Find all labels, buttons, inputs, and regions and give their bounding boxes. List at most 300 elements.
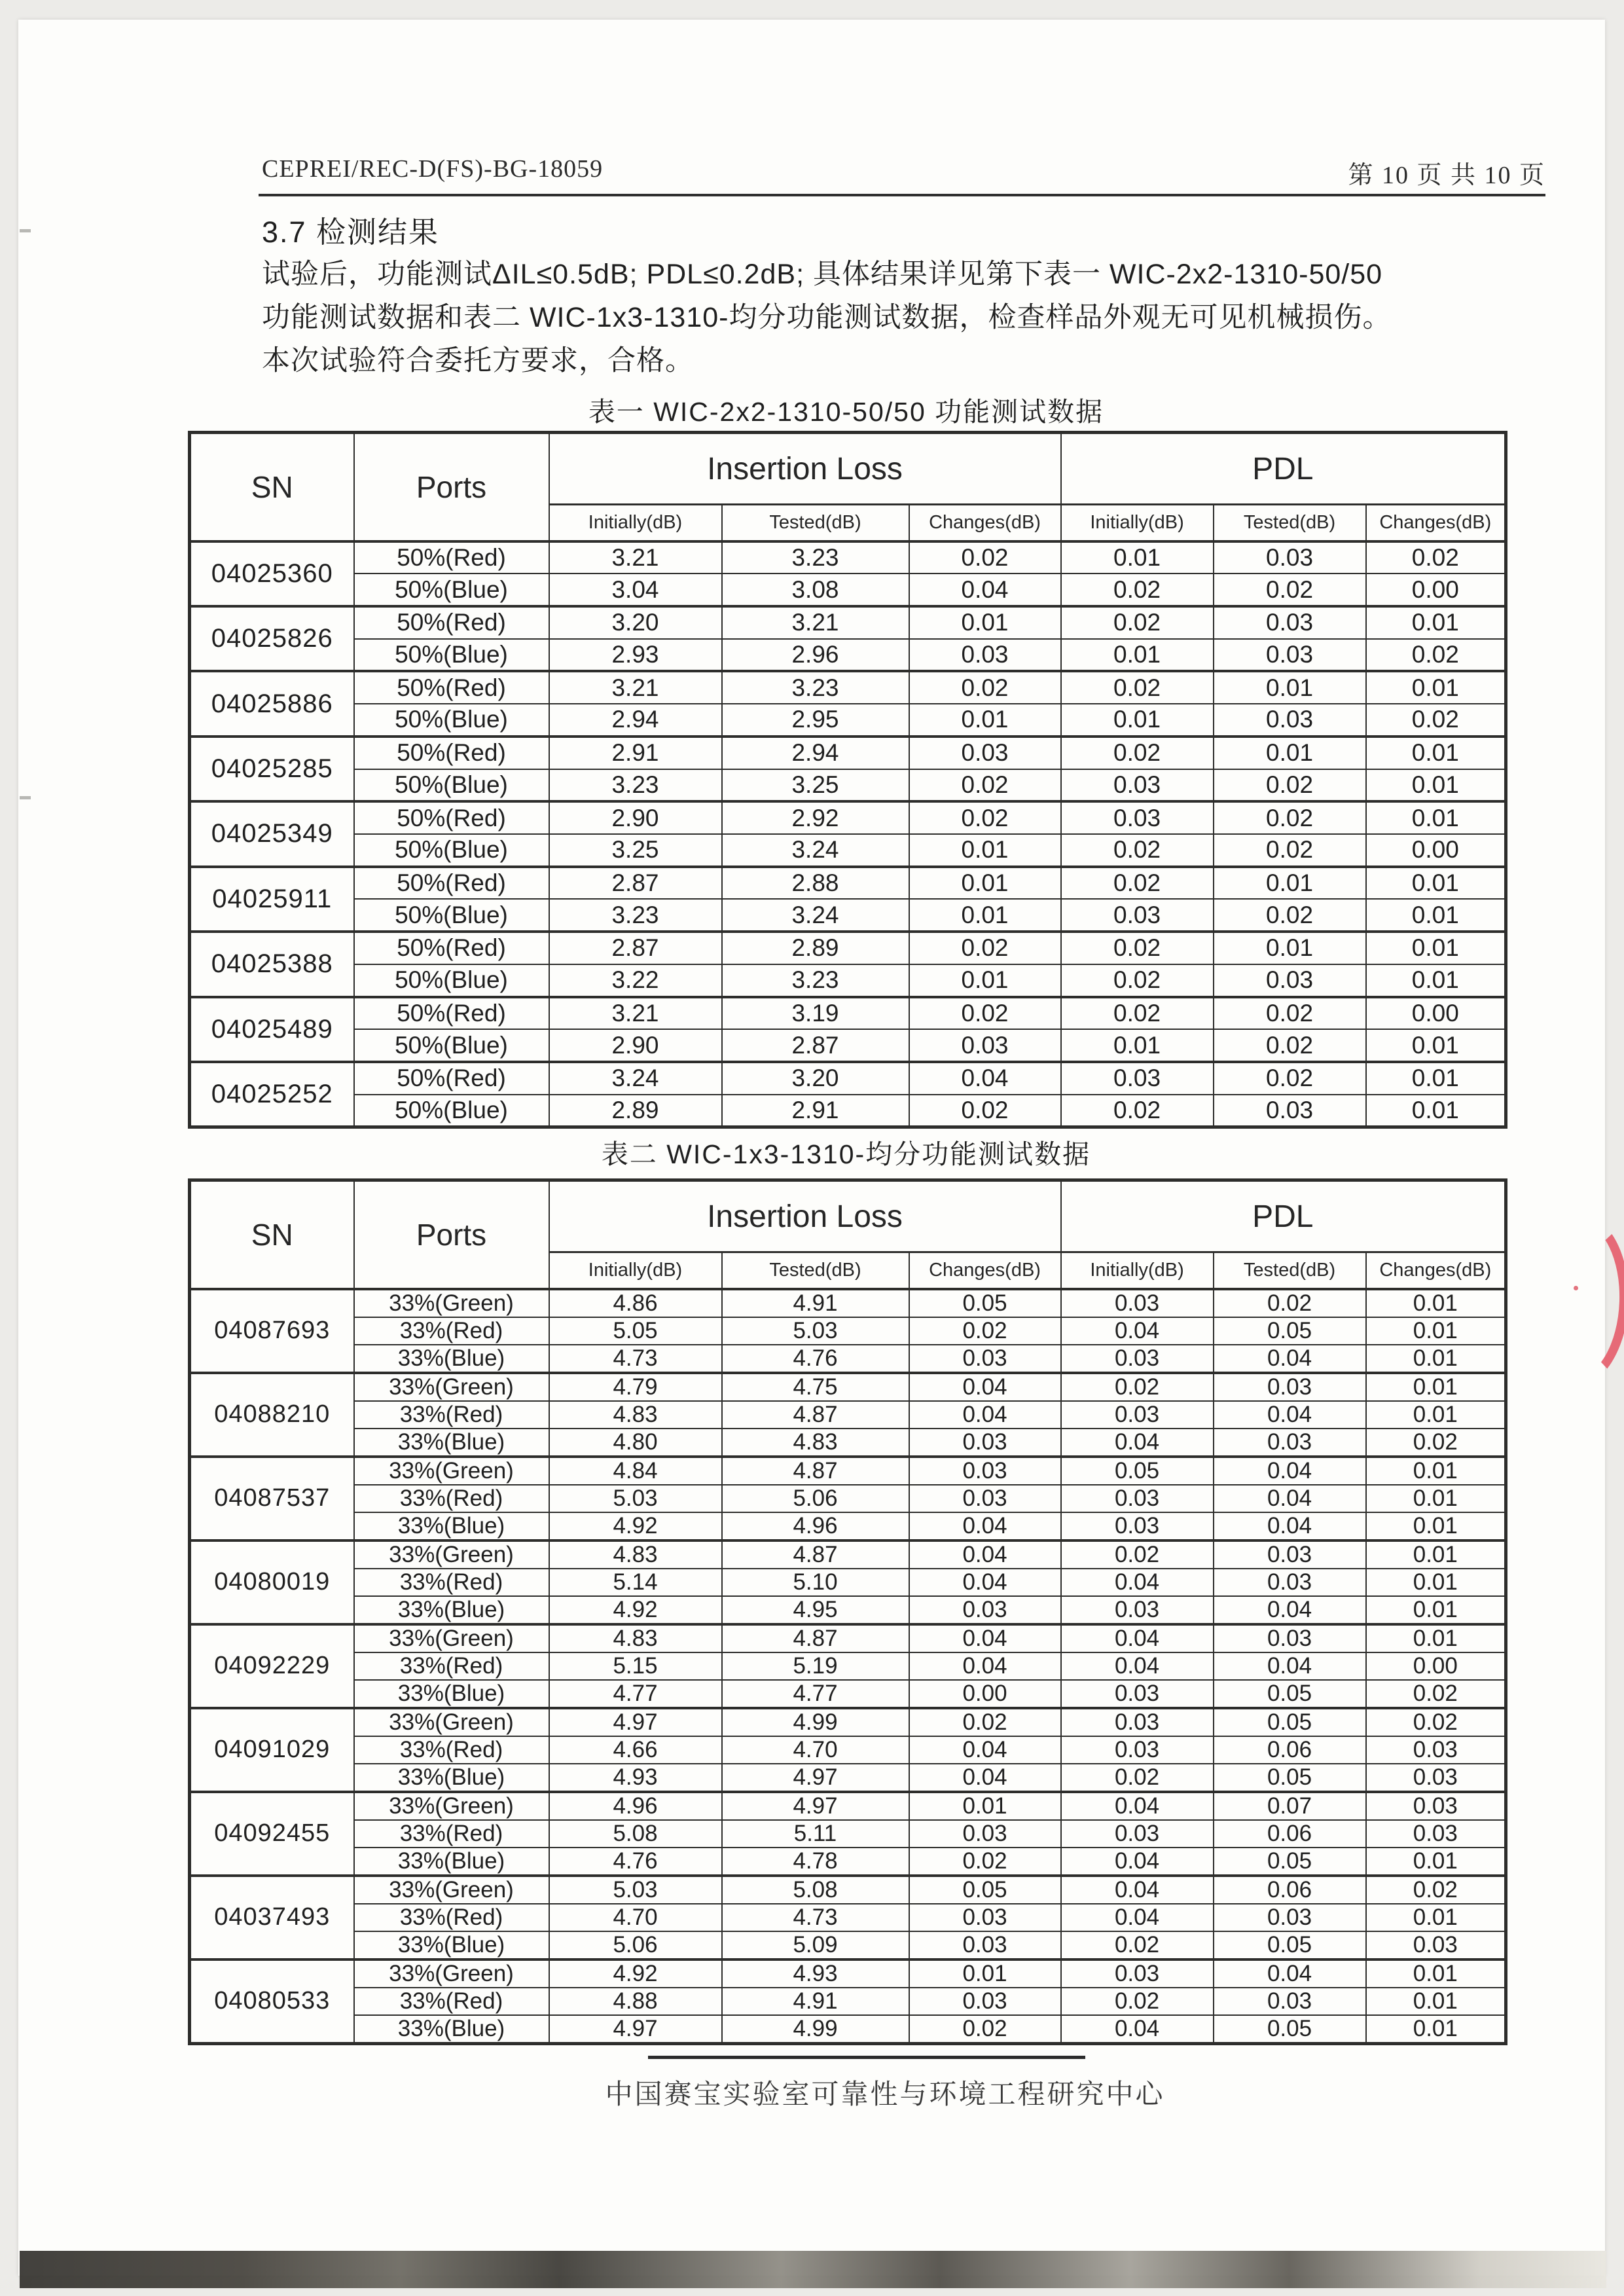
value-cell: 4.97 [549, 1708, 722, 1736]
value-cell: 0.02 [909, 801, 1061, 834]
value-cell: 0.02 [1061, 964, 1214, 997]
test-data-table-1 [188, 431, 1507, 1129]
port-cell: 33%(Red) [354, 1736, 549, 1764]
value-cell: 0.02 [1214, 899, 1366, 932]
table-row [190, 932, 1506, 964]
value-cell: 0.03 [909, 1596, 1061, 1624]
value-cell: 0.03 [1214, 606, 1366, 639]
value-cell: 4.96 [722, 1512, 909, 1540]
value-cell: 4.73 [722, 1904, 909, 1931]
value-cell: 0.04 [1214, 1959, 1366, 1988]
value-cell: 0.01 [909, 1792, 1061, 1820]
value-cell: 0.03 [1366, 1792, 1506, 1820]
value-cell: 3.24 [549, 1062, 722, 1095]
value-cell: 5.19 [722, 1652, 909, 1680]
value-cell: 3.23 [722, 671, 909, 704]
sn-header: SN [190, 1180, 354, 1289]
table-row [190, 1095, 1506, 1127]
value-cell: 0.03 [909, 1988, 1061, 2015]
port-cell: 33%(Green) [354, 1959, 549, 1988]
port-cell: 50%(Red) [354, 801, 549, 834]
table-row [190, 1904, 1506, 1931]
value-cell: 4.97 [722, 1764, 909, 1792]
value-cell: 3.20 [722, 1062, 909, 1095]
value-cell: 0.02 [1061, 1931, 1214, 1959]
table-row [190, 997, 1506, 1030]
value-cell: 4.87 [722, 1457, 909, 1485]
value-cell: 0.00 [909, 1680, 1061, 1708]
table-row [190, 704, 1506, 737]
sn-header: SN [190, 433, 354, 541]
table-row [190, 1624, 1506, 1652]
value-cell: 2.92 [722, 801, 909, 834]
value-cell: 0.03 [1061, 1512, 1214, 1540]
subheader: Changes(dB) [909, 1252, 1061, 1289]
table-row [190, 1373, 1506, 1401]
value-cell: 0.02 [1214, 1062, 1366, 1095]
value-cell: 4.93 [722, 1959, 909, 1988]
value-cell: 0.03 [909, 1345, 1061, 1373]
value-cell: 0.04 [1061, 1317, 1214, 1345]
value-cell: 0.04 [1214, 1596, 1366, 1624]
value-cell: 0.02 [1214, 834, 1366, 867]
paragraph-line: 本次试验符合委托方要求，合格。 [262, 345, 694, 376]
value-cell: 4.75 [722, 1373, 909, 1401]
subheader: Changes(dB) [1366, 1252, 1506, 1289]
sn-cell: 04025252 [190, 1062, 354, 1127]
port-cell: 33%(Blue) [354, 1931, 549, 1959]
value-cell: 0.01 [909, 867, 1061, 900]
value-cell: 0.01 [1214, 671, 1366, 704]
value-cell: 0.03 [1366, 1764, 1506, 1792]
value-cell: 0.01 [1366, 606, 1506, 639]
table1-caption: 表一 WIC-2x2-1310-50/50 功能测试数据 [588, 397, 1104, 427]
value-cell: 0.04 [1061, 1624, 1214, 1652]
value-cell: 0.01 [1366, 801, 1506, 834]
value-cell: 0.03 [1214, 1373, 1366, 1401]
port-cell: 50%(Blue) [354, 899, 549, 932]
value-cell: 0.02 [1214, 1289, 1366, 1317]
value-cell: 0.01 [1366, 671, 1506, 704]
port-cell: 33%(Green) [354, 1792, 549, 1820]
footer-rule [648, 2056, 1085, 2059]
value-cell: 0.03 [1061, 1401, 1214, 1429]
value-cell: 0.02 [909, 671, 1061, 704]
value-cell: 0.02 [1061, 1764, 1214, 1792]
table-row [190, 834, 1506, 867]
table-row [190, 541, 1506, 574]
value-cell: 0.03 [1214, 964, 1366, 997]
paragraph-line: 试验后，功能测试ΔIL≤0.5dB; PDL≤0.2dB; 具体结果详见第下表一 WIC-2x2-1310-50/50 [262, 259, 1383, 290]
table-row [190, 606, 1506, 639]
value-cell: 0.04 [909, 1401, 1061, 1429]
value-cell: 4.70 [549, 1904, 722, 1931]
value-cell: 2.96 [722, 639, 909, 672]
value-cell: 2.91 [722, 1095, 909, 1127]
sn-cell: 04080019 [190, 1540, 354, 1624]
table-row [190, 867, 1506, 900]
table-row [190, 1736, 1506, 1764]
page-number: 第 10 页 共 10 页 [1348, 162, 1545, 189]
port-cell: 33%(Blue) [354, 1512, 549, 1540]
value-cell: 4.83 [549, 1624, 722, 1652]
table-row [190, 1596, 1506, 1624]
table-row [190, 1848, 1506, 1876]
port-cell: 33%(Blue) [354, 1596, 549, 1624]
value-cell: 0.03 [909, 737, 1061, 769]
table-row [190, 1345, 1506, 1373]
value-cell: 5.03 [549, 1876, 722, 1904]
value-cell: 0.02 [1366, 639, 1506, 672]
value-cell: 0.03 [1214, 1624, 1366, 1652]
value-cell: 4.96 [549, 1792, 722, 1820]
sn-cell: 04025826 [190, 606, 354, 671]
footer-organization: 中国赛宝实验室可靠性与环境工程研究中心 [605, 2079, 1165, 2109]
subheader: Tested(dB) [1214, 505, 1366, 541]
value-cell: 3.21 [549, 997, 722, 1030]
value-cell: 4.80 [549, 1429, 722, 1457]
value-cell: 5.05 [549, 1317, 722, 1345]
table-row [190, 639, 1506, 672]
value-cell: 0.02 [909, 1095, 1061, 1127]
value-cell: 0.04 [909, 574, 1061, 606]
value-cell: 5.09 [722, 1931, 909, 1959]
value-cell: 0.03 [1061, 1062, 1214, 1095]
value-cell: 0.02 [909, 541, 1061, 574]
value-cell: 0.02 [1061, 1373, 1214, 1401]
value-cell: 0.04 [1214, 1652, 1366, 1680]
value-cell: 0.04 [1214, 1401, 1366, 1429]
value-cell: 0.03 [1061, 1289, 1214, 1317]
value-cell: 0.01 [1366, 1569, 1506, 1596]
value-cell: 0.01 [1366, 1457, 1506, 1485]
insertion-loss-header: Insertion Loss [549, 433, 1061, 505]
port-cell: 50%(Red) [354, 867, 549, 900]
value-cell: 4.83 [549, 1401, 722, 1429]
sn-cell: 04025489 [190, 997, 354, 1062]
value-cell: 0.01 [1366, 1062, 1506, 1095]
value-cell: 0.00 [1366, 834, 1506, 867]
value-cell: 0.01 [909, 964, 1061, 997]
table-row [190, 1062, 1506, 1095]
value-cell: 5.10 [722, 1569, 909, 1596]
subheader: Changes(dB) [1366, 505, 1506, 541]
value-cell: 3.23 [549, 899, 722, 932]
value-cell: 0.02 [1366, 1708, 1506, 1736]
value-cell: 2.87 [549, 867, 722, 900]
table-row [190, 671, 1506, 704]
value-cell: 0.02 [909, 997, 1061, 1030]
port-cell: 50%(Red) [354, 737, 549, 769]
value-cell: 0.02 [1061, 1988, 1214, 2015]
table-row [190, 1820, 1506, 1848]
value-cell: 2.89 [549, 1095, 722, 1127]
value-cell: 0.01 [1366, 1959, 1506, 1988]
value-cell: 0.03 [909, 1904, 1061, 1931]
value-cell: 0.03 [1214, 1569, 1366, 1596]
value-cell: 3.21 [722, 606, 909, 639]
value-cell: 0.03 [1061, 1708, 1214, 1736]
value-cell: 4.86 [549, 1289, 722, 1317]
value-cell: 0.01 [1366, 899, 1506, 932]
table-row [190, 1792, 1506, 1820]
value-cell: 0.02 [909, 769, 1061, 802]
value-cell: 0.06 [1214, 1876, 1366, 1904]
port-cell: 33%(Green) [354, 1540, 549, 1569]
insertion-loss-header: Insertion Loss [549, 1180, 1061, 1252]
value-cell: 0.01 [1061, 639, 1214, 672]
sn-cell: 04087693 [190, 1289, 354, 1373]
value-cell: 0.04 [909, 1373, 1061, 1401]
value-cell: 0.05 [1214, 2015, 1366, 2044]
value-cell: 0.03 [1061, 769, 1214, 802]
port-cell: 50%(Blue) [354, 834, 549, 867]
port-cell: 50%(Red) [354, 1062, 549, 1095]
value-cell: 0.05 [1214, 1680, 1366, 1708]
value-cell: 0.02 [1061, 737, 1214, 769]
value-cell: 0.02 [1366, 1680, 1506, 1708]
value-cell: 0.03 [909, 1457, 1061, 1485]
value-cell: 0.01 [1366, 769, 1506, 802]
value-cell: 0.05 [1214, 1848, 1366, 1876]
value-cell: 2.88 [722, 867, 909, 900]
value-cell: 0.03 [1061, 1959, 1214, 1988]
value-cell: 4.93 [549, 1764, 722, 1792]
value-cell: 0.01 [1366, 1904, 1506, 1931]
value-cell: 4.76 [549, 1848, 722, 1876]
value-cell: 0.01 [1366, 1512, 1506, 1540]
value-cell: 0.06 [1214, 1820, 1366, 1848]
sn-cell: 04087537 [190, 1457, 354, 1540]
value-cell: 0.03 [1061, 1736, 1214, 1764]
value-cell: 5.06 [549, 1931, 722, 1959]
value-cell: 0.03 [909, 1029, 1061, 1062]
port-cell: 33%(Blue) [354, 1764, 549, 1792]
subheader: Changes(dB) [909, 505, 1061, 541]
header-rule [259, 194, 1545, 196]
sn-cell: 04025911 [190, 867, 354, 932]
value-cell: 4.92 [549, 1596, 722, 1624]
table-row [190, 1429, 1506, 1457]
value-cell: 0.02 [1061, 1540, 1214, 1569]
value-cell: 0.01 [1366, 1485, 1506, 1512]
value-cell: 0.02 [1061, 997, 1214, 1030]
value-cell: 0.03 [1214, 1540, 1366, 1569]
value-cell: 4.87 [722, 1624, 909, 1652]
value-cell: 0.01 [909, 1959, 1061, 1988]
port-cell: 33%(Red) [354, 1317, 549, 1345]
value-cell: 0.01 [1061, 541, 1214, 574]
value-cell: 0.04 [1214, 1485, 1366, 1512]
value-cell: 4.87 [722, 1540, 909, 1569]
value-cell: 0.02 [1061, 867, 1214, 900]
ports-header: Ports [354, 1180, 549, 1289]
value-cell: 3.25 [722, 769, 909, 802]
table-row [190, 737, 1506, 769]
pdl-header: PDL [1061, 433, 1506, 505]
value-cell: 0.01 [1366, 1596, 1506, 1624]
value-cell: 0.07 [1214, 1792, 1366, 1820]
value-cell: 0.04 [1061, 1904, 1214, 1931]
table-row [190, 1401, 1506, 1429]
value-cell: 4.76 [722, 1345, 909, 1373]
table-row [190, 2015, 1506, 2044]
value-cell: 0.00 [1366, 997, 1506, 1030]
subheader: Initially(dB) [1061, 505, 1214, 541]
value-cell: 0.01 [1366, 1029, 1506, 1062]
value-cell: 0.04 [909, 1624, 1061, 1652]
ports-header: Ports [354, 433, 549, 541]
value-cell: 5.08 [722, 1876, 909, 1904]
value-cell: 0.04 [909, 1736, 1061, 1764]
value-cell: 4.79 [549, 1373, 722, 1401]
margin-mark [20, 796, 31, 799]
port-cell: 50%(Red) [354, 671, 549, 704]
value-cell: 0.04 [1061, 1848, 1214, 1876]
value-cell: 2.87 [549, 932, 722, 964]
value-cell: 0.05 [1061, 1457, 1214, 1485]
table-row [190, 1652, 1506, 1680]
value-cell: 0.02 [909, 1317, 1061, 1345]
value-cell: 0.03 [1061, 1345, 1214, 1373]
port-cell: 50%(Blue) [354, 574, 549, 606]
value-cell: 0.01 [1366, 2015, 1506, 2044]
sn-cell: 04092455 [190, 1792, 354, 1876]
value-cell: 0.05 [909, 1876, 1061, 1904]
value-cell: 0.01 [1366, 1345, 1506, 1373]
value-cell: 2.91 [549, 737, 722, 769]
value-cell: 4.83 [549, 1540, 722, 1569]
value-cell: 0.01 [1366, 1373, 1506, 1401]
value-cell: 0.02 [909, 1708, 1061, 1736]
value-cell: 2.93 [549, 639, 722, 672]
value-cell: 4.91 [722, 1289, 909, 1317]
port-cell: 33%(Green) [354, 1876, 549, 1904]
table-row [190, 1959, 1506, 1988]
value-cell: 0.01 [1366, 867, 1506, 900]
value-cell: 0.04 [1214, 1512, 1366, 1540]
test-data-table-2 [188, 1178, 1507, 2045]
value-cell: 0.03 [1061, 899, 1214, 932]
value-cell: 0.03 [909, 1931, 1061, 1959]
scanner-edge-band [20, 2251, 1606, 2288]
subheader: Initially(dB) [1061, 1252, 1214, 1289]
table-row [190, 801, 1506, 834]
value-cell: 3.08 [722, 574, 909, 606]
value-cell: 0.04 [909, 1512, 1061, 1540]
result-paragraph [262, 253, 1509, 382]
value-cell: 2.95 [722, 704, 909, 737]
value-cell: 0.05 [1214, 1764, 1366, 1792]
value-cell: 0.04 [1061, 1876, 1214, 1904]
sn-cell: 04088210 [190, 1373, 354, 1457]
value-cell: 0.04 [909, 1652, 1061, 1680]
value-cell: 2.89 [722, 932, 909, 964]
value-cell: 0.01 [1366, 1095, 1506, 1127]
value-cell: 3.19 [722, 997, 909, 1030]
value-cell: 0.05 [909, 1289, 1061, 1317]
table-row [190, 1485, 1506, 1512]
value-cell: 3.20 [549, 606, 722, 639]
value-cell: 0.01 [1366, 1624, 1506, 1652]
table-row [190, 1764, 1506, 1792]
table-row [190, 1289, 1506, 1317]
value-cell: 0.03 [909, 1485, 1061, 1512]
value-cell: 0.00 [1366, 574, 1506, 606]
value-cell: 4.77 [549, 1680, 722, 1708]
table-row [190, 1988, 1506, 2015]
document-number: CEPREI/REC-D(FS)-BG-18059 [262, 155, 604, 183]
value-cell: 0.02 [1061, 834, 1214, 867]
port-cell: 50%(Blue) [354, 769, 549, 802]
value-cell: 0.02 [1214, 1029, 1366, 1062]
value-cell: 3.23 [549, 769, 722, 802]
margin-mark [20, 229, 31, 232]
value-cell: 4.95 [722, 1596, 909, 1624]
pdl-header: PDL [1061, 1180, 1506, 1252]
value-cell: 0.01 [1061, 704, 1214, 737]
table-row [190, 1029, 1506, 1062]
port-cell: 33%(Red) [354, 1820, 549, 1848]
value-cell: 0.01 [909, 704, 1061, 737]
value-cell: 4.92 [549, 1512, 722, 1540]
port-cell: 50%(Red) [354, 932, 549, 964]
table-row [190, 899, 1506, 932]
table2-caption: 表二 WIC-1x3-1310-均分功能测试数据 [601, 1139, 1091, 1169]
port-cell: 33%(Red) [354, 1652, 549, 1680]
value-cell: 0.01 [909, 899, 1061, 932]
value-cell: 2.94 [722, 737, 909, 769]
value-cell: 0.04 [909, 1764, 1061, 1792]
value-cell: 0.01 [1366, 932, 1506, 964]
sn-cell: 04025886 [190, 671, 354, 736]
port-cell: 50%(Blue) [354, 639, 549, 672]
red-stamp-speck [1574, 1286, 1578, 1290]
value-cell: 0.03 [1214, 541, 1366, 574]
value-cell: 4.91 [722, 1988, 909, 2015]
value-cell: 3.25 [549, 834, 722, 867]
value-cell: 0.02 [909, 1848, 1061, 1876]
port-cell: 50%(Blue) [354, 1095, 549, 1127]
sn-cell: 04080533 [190, 1959, 354, 2044]
table-row [190, 1540, 1506, 1569]
table-row [190, 769, 1506, 802]
port-cell: 33%(Red) [354, 1904, 549, 1931]
port-cell: 33%(Blue) [354, 1848, 549, 1876]
table-row [190, 1569, 1506, 1596]
value-cell: 0.04 [1214, 1345, 1366, 1373]
value-cell: 0.01 [1061, 1029, 1214, 1062]
value-cell: 0.03 [1061, 1485, 1214, 1512]
value-cell: 0.02 [1061, 932, 1214, 964]
value-cell: 2.87 [722, 1029, 909, 1062]
value-cell: 4.77 [722, 1680, 909, 1708]
value-cell: 3.24 [722, 834, 909, 867]
table-row [190, 1876, 1506, 1904]
value-cell: 0.01 [1366, 1401, 1506, 1429]
value-cell: 0.04 [1214, 1457, 1366, 1485]
value-cell: 4.92 [549, 1959, 722, 1988]
value-cell: 0.03 [909, 639, 1061, 672]
value-cell: 0.04 [1061, 1652, 1214, 1680]
port-cell: 50%(Red) [354, 997, 549, 1030]
port-cell: 33%(Blue) [354, 2015, 549, 2044]
value-cell: 0.03 [1214, 1904, 1366, 1931]
sn-cell: 04025360 [190, 541, 354, 606]
value-cell: 0.03 [1366, 1820, 1506, 1848]
value-cell: 5.08 [549, 1820, 722, 1848]
port-cell: 33%(Green) [354, 1373, 549, 1401]
